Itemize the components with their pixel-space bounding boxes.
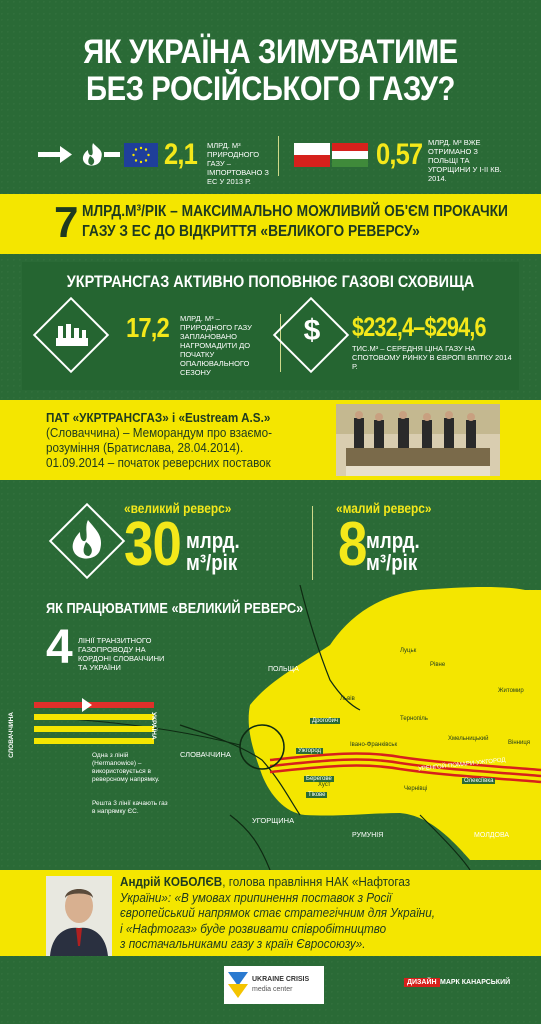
capacity-text: МЛРД.М³/РІК – МАКСИМАЛЬНО МОЖЛИВИЙ ОБ'ЄМ ПРОКАЧКИ ГАЗУ З ЕС ДО ВІДКРИТТЯ «ВЕЛИКОГО РЕВЕРСУ» bbox=[82, 203, 508, 240]
received-value: 0,57 bbox=[376, 138, 423, 171]
city-label: Олексіївка bbox=[464, 778, 494, 784]
city-label: Хмельницький bbox=[448, 736, 489, 742]
memorandum-band bbox=[0, 400, 541, 480]
city-label: Луцьк bbox=[400, 648, 417, 654]
storage-price-text: ТИС.М³ – СЕРЕДНЯ ЦІНА ГАЗУ НА СПОТОВОМУ РИНКУ В ЄВРОПІ ВЛІТКУ 2014 Р. bbox=[352, 344, 512, 371]
storage-price-value: $232,4–$294,6 bbox=[352, 312, 486, 342]
storage-volume-text: МЛРД. М³ – ПРИРОДНОГО ГАЗУ ЗАПЛАНОВАНО НАГРОМАДИТИ ДО ПОЧАТКУ ОПАЛЮВАЛЬНОГО СЕЗОНУ bbox=[180, 314, 252, 377]
reverse-small-label: «малий реверс» bbox=[336, 500, 432, 516]
divider bbox=[312, 506, 313, 580]
gas-storage-icon bbox=[52, 320, 92, 350]
received-text: МЛРД. М³ ВЖЕ ОТРИМАНО З ПОЛЬЩІ ТА УГОРЩИНИ У I-II КВ. 2014. bbox=[428, 138, 502, 183]
page-title: ЯК УКРАЇНА ЗИМУВАТИМЕ БЕЗ РОСІЙСЬКОГО ГАЗУ? bbox=[83, 33, 458, 108]
lines-text: ЛІНІЇ ТРАНЗИТНОГО ГАЗОПРОВОДУ НА КОРДОНІ СЛОВАЧЧИНИ ТА УКРАЇНИ bbox=[78, 636, 165, 672]
city-label: Хуст bbox=[318, 782, 331, 788]
divider bbox=[278, 136, 279, 176]
how-heading: ЯК ПРАЦЮВАТИМЕ «ВЕЛИКИЙ РЕВЕРС» bbox=[46, 600, 304, 617]
city-label: Дрогобич bbox=[312, 718, 339, 724]
country-moldova: МОЛДОВА bbox=[474, 832, 510, 839]
capacity-value: 7 bbox=[54, 198, 78, 247]
logo-mark-icon bbox=[228, 972, 248, 998]
note-hermanowice: Одна з ліній (Hermanowice) – використовується в реверсному напрямку. bbox=[92, 752, 160, 783]
country-slovakia: СЛОВАЧЧИНА bbox=[180, 750, 231, 759]
country-poland: ПОЛЬЩА bbox=[268, 666, 299, 673]
dollar-icon: $ bbox=[303, 314, 321, 347]
city-label: Рівне bbox=[430, 662, 446, 668]
storage-volume-value: 17,2 bbox=[126, 312, 169, 343]
note-other-lines: Решта 3 лінії качають газ в напрямку ЄС. bbox=[92, 800, 168, 815]
reverse-big-label: «великий реверс» bbox=[124, 500, 232, 516]
city-label: Львів bbox=[340, 696, 355, 702]
logo-ukraine-crisis: UKRAINE CRISIS media center bbox=[224, 966, 324, 1004]
import-value: 2,1 bbox=[164, 138, 197, 171]
capacity-band bbox=[0, 194, 541, 254]
reverse-small-unit: млрд. м³/рік bbox=[366, 528, 420, 575]
memorandum-text: ПАТ «УКРТРАНСГАЗ» і «Eustream A.S.» (Словаччина) – Меморандум про взаємо- розуміння (Братислава, 28.04.2014). 01.09.2014 – початок реверсних поставок bbox=[46, 410, 272, 470]
city-label: Тікове bbox=[308, 792, 326, 798]
quote-band bbox=[0, 870, 541, 956]
city-label: Житомир bbox=[498, 688, 524, 694]
reverse-small-value: 8 bbox=[338, 510, 367, 579]
city-label: Івано-Франківськ bbox=[350, 742, 398, 748]
designer-name: МАРК КАНАРСЬКИЙ bbox=[440, 979, 511, 986]
import-text: МЛРД. М³ ПРИРОДНОГО ГАЗУ – ІМПОРТОВАНО З ЕС У 2013 Р. bbox=[207, 141, 269, 186]
portrait-photo bbox=[46, 876, 112, 956]
city-label: Тернопіль bbox=[400, 716, 428, 722]
poland-flag-icon bbox=[294, 143, 330, 167]
city-label: Берегове bbox=[306, 776, 332, 782]
side-right-label: УКРАЇНА bbox=[150, 712, 157, 740]
side-left-label: СЛОВАЧЧИНА bbox=[8, 712, 15, 758]
hungary-flag-icon bbox=[332, 143, 368, 167]
pipe-flame-icon bbox=[38, 140, 120, 170]
eu-flag-icon bbox=[124, 143, 158, 167]
storage-heading: УКРТРАНСГАЗ АКТИВНО ПОПОВНЮЄ ГАЗОВІ СХОВИЩА bbox=[66, 272, 475, 291]
pipeline-lines-diagram bbox=[22, 692, 162, 752]
reverse-big-value: 30 bbox=[124, 510, 181, 579]
design-label: ДИЗАЙН bbox=[404, 978, 440, 987]
city-label: Чернівці bbox=[404, 786, 428, 792]
storage-panel bbox=[22, 262, 519, 390]
pipeline-label: УРЕНГОЙ-ПОМАРИ-УЖГОРОД bbox=[417, 757, 506, 773]
city-label: Вінниця bbox=[508, 740, 530, 746]
lines-value: 4 bbox=[46, 621, 72, 674]
country-romania: РУМУНІЯ bbox=[352, 832, 384, 839]
signing-photo bbox=[336, 404, 500, 476]
import-row bbox=[0, 128, 541, 186]
quote-name: Андрій КОБОЛЄВ bbox=[120, 874, 223, 889]
quote-text: Андрій КОБОЛЄВ, голова правління НАК «Нафтогаз України»: «В умовах припинення поставок з Росії європейський напрямок стає стратегічним для України, і «Нафтогаз» буде розвивати співробітництво з постачальниками газу з країн Євросоюзу». bbox=[120, 874, 435, 951]
country-hungary: УГОРЩИНА bbox=[252, 816, 295, 825]
city-label: Ужгород bbox=[298, 748, 322, 754]
reverse-big-unit: млрд. м³/рік bbox=[186, 528, 240, 575]
flame-icon bbox=[66, 518, 108, 566]
